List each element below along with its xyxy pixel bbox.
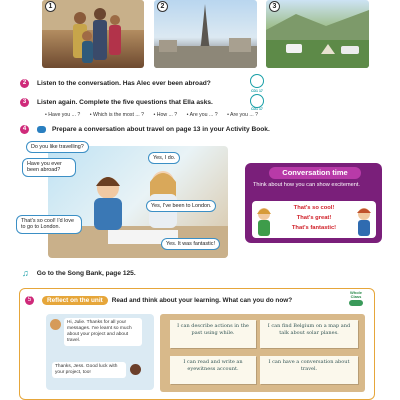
- task-number-badge: 4: [20, 125, 29, 134]
- task-number-badge: 3: [20, 98, 29, 107]
- question-prompt: • Are you ... ?: [227, 112, 259, 118]
- speech-bubble: That's so cool! I'd love to go to London.: [16, 215, 82, 234]
- campsite-illustration: [266, 0, 369, 68]
- photo-campsite: [266, 0, 369, 68]
- task-number-badge: 2: [20, 79, 29, 88]
- conversation-subtitle: Think about how you can show excitement.: [253, 182, 360, 188]
- audio-cd-icon[interactable]: [250, 74, 264, 88]
- speech-bubble: Yes, I do.: [148, 152, 180, 164]
- conversation-phrase: That's fantastic!: [291, 225, 337, 231]
- conversation-time-panel: [245, 163, 382, 243]
- reflect-label: Reflect on the unit: [42, 296, 108, 305]
- question-prompt: • Which is the most ... ?: [89, 112, 145, 118]
- chat-panel: [46, 314, 154, 390]
- conversation-phrase: That's so cool!: [293, 205, 335, 211]
- music-note-icon: ♫: [22, 268, 29, 278]
- speech-bubble: Yes, I've been to London.: [146, 200, 216, 212]
- speech-bubble: Yes. It was fantastic!: [161, 238, 220, 250]
- task-2-text: Listen to the conversation. Has Alec ever been abroad?: [37, 80, 211, 87]
- paris-illustration: [154, 0, 257, 68]
- task-4: [20, 125, 270, 134]
- family-illustration: [42, 0, 144, 68]
- photo-family: [42, 0, 144, 68]
- group-icon: [349, 300, 363, 306]
- cd-track-label: CD1 17: [251, 107, 263, 111]
- avatar: [130, 364, 141, 375]
- cd-track-label: CD1 17: [251, 89, 263, 93]
- question-prompt: • How ... ?: [153, 112, 178, 118]
- reflect-header: [25, 296, 292, 305]
- task-4-text: Prepare a conversation about travel on page 13 in your Activity Book.: [52, 126, 270, 133]
- speech-icon: [37, 126, 46, 133]
- photo-number: 3: [269, 1, 280, 12]
- reflect-text: Read and think about your learning. What can you do now?: [111, 297, 293, 304]
- song-bank-text[interactable]: Go to the Song Bank, page 125.: [36, 269, 136, 277]
- speech-bubble: Have you ever been abroad?: [22, 158, 76, 177]
- photo-paris: [154, 0, 257, 68]
- can-do-note: I can read and write an eyewitness account.: [170, 356, 256, 384]
- task-3: [20, 98, 213, 107]
- can-do-note: I can describe actions in the past using while.: [170, 320, 256, 348]
- avatar: [50, 319, 61, 330]
- photo-number: 2: [157, 1, 168, 12]
- conversation-phrases-box: [252, 201, 376, 238]
- whole-class-badge: [344, 291, 368, 306]
- song-bank-row: [22, 268, 136, 278]
- chat-message: Thanks, Jess. Good luck with your project, too!: [52, 362, 126, 378]
- audio-cd-icon[interactable]: [250, 94, 264, 108]
- speech-bubble: Do you like travelling?: [26, 141, 89, 153]
- question-prompt: • Are you ... ?: [186, 112, 218, 118]
- task-3-text: Listen again. Complete the five questions that Ella asks.: [37, 99, 213, 106]
- can-do-board: [160, 314, 365, 392]
- question-prompts: [45, 112, 266, 118]
- can-do-note: I can have a conversation about travel.: [260, 356, 358, 384]
- whole-class-badge-line: Class: [350, 294, 362, 300]
- can-do-note: I can find Belgium on a map and talk about solar planes.: [260, 320, 358, 348]
- chat-message: Hi, Julie. Thanks for all your messages. I've learnt so much about your project and about travel.: [64, 318, 142, 346]
- question-prompt: • Have you ... ?: [45, 112, 81, 118]
- task-2: [20, 79, 211, 88]
- conversation-title: Conversation time: [269, 167, 361, 179]
- whole-class-badge-line: Whole: [350, 290, 362, 295]
- conversation-phrase: That's great!: [296, 215, 332, 221]
- photo-number: 1: [45, 1, 56, 12]
- task-number-badge: 5: [25, 296, 34, 305]
